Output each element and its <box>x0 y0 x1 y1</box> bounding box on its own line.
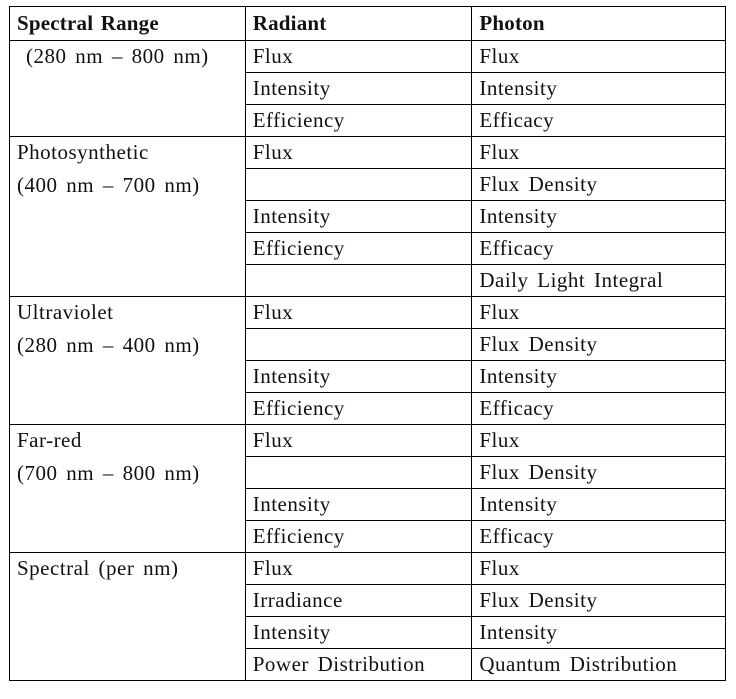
radiant-cell: Efficiency <box>245 233 472 265</box>
radiant-cell <box>245 169 472 201</box>
spectral-range-cell <box>10 425 246 553</box>
radiant-cell: Irradiance <box>245 585 472 617</box>
radiant-cell: Intensity <box>245 489 472 521</box>
header-photon: Photon <box>472 7 726 41</box>
radiant-cell <box>245 457 472 489</box>
radiant-cell: Efficiency <box>245 521 472 553</box>
spectral-quantities-table <box>9 6 726 681</box>
photon-cell: Flux <box>472 41 726 73</box>
photon-cell: Intensity <box>472 73 726 105</box>
table-row <box>10 137 726 169</box>
photon-cell: Flux Density <box>472 329 726 361</box>
radiant-cell: Power Distribution <box>245 649 472 681</box>
table-header-row <box>10 7 726 41</box>
photon-cell: Flux Density <box>472 585 726 617</box>
table-row <box>10 41 726 73</box>
radiant-cell: Intensity <box>245 201 472 233</box>
spectral-range-label: (280 nm – 400 nm) <box>17 333 200 357</box>
photon-cell: Flux <box>472 553 726 585</box>
photon-cell: Efficacy <box>472 105 726 137</box>
header-radiant: Radiant <box>245 7 472 41</box>
photon-cell: Daily Light Integral <box>472 265 726 297</box>
radiant-cell <box>245 265 472 297</box>
radiant-cell: Flux <box>245 425 472 457</box>
radiant-cell: Flux <box>245 553 472 585</box>
photon-cell: Intensity <box>472 201 726 233</box>
radiant-cell: Flux <box>245 297 472 329</box>
radiant-cell: Intensity <box>245 361 472 393</box>
spectral-range-cell <box>10 137 246 297</box>
table-body <box>10 41 726 681</box>
spectral-range-label: Photosynthetic <box>17 140 149 164</box>
spectral-range-label: Ultraviolet <box>17 300 114 324</box>
table-row <box>10 553 726 585</box>
spectral-range-label: (700 nm – 800 nm) <box>17 461 200 485</box>
spectral-range-cell <box>10 41 246 137</box>
table-row <box>10 425 726 457</box>
radiant-cell: Flux <box>245 137 472 169</box>
photon-cell: Flux Density <box>472 457 726 489</box>
table-row <box>10 297 726 329</box>
photon-cell: Efficacy <box>472 233 726 265</box>
photon-cell: Efficacy <box>472 521 726 553</box>
radiant-cell: Efficiency <box>245 105 472 137</box>
radiant-cell: Intensity <box>245 73 472 105</box>
photon-cell: Efficacy <box>472 393 726 425</box>
photon-cell: Intensity <box>472 617 726 649</box>
photon-cell: Intensity <box>472 361 726 393</box>
photon-cell: Intensity <box>472 489 726 521</box>
spectral-range-cell <box>10 297 246 425</box>
spectral-range-cell <box>10 553 246 681</box>
spectral-range-label: (280 nm – 800 nm) <box>26 44 209 68</box>
photon-cell: Flux <box>472 425 726 457</box>
photon-cell: Flux Density <box>472 169 726 201</box>
radiant-cell: Intensity <box>245 617 472 649</box>
spectral-range-label: Far-red <box>17 428 82 452</box>
photon-cell: Quantum Distribution <box>472 649 726 681</box>
spectral-range-label: (400 nm – 700 nm) <box>17 173 200 197</box>
radiant-cell: Efficiency <box>245 393 472 425</box>
photon-cell: Flux <box>472 137 726 169</box>
spectral-range-label: Spectral (per nm) <box>17 556 179 580</box>
radiant-cell <box>245 329 472 361</box>
radiant-cell: Flux <box>245 41 472 73</box>
photon-cell: Flux <box>472 297 726 329</box>
header-spectral-range: Spectral Range <box>10 7 246 41</box>
